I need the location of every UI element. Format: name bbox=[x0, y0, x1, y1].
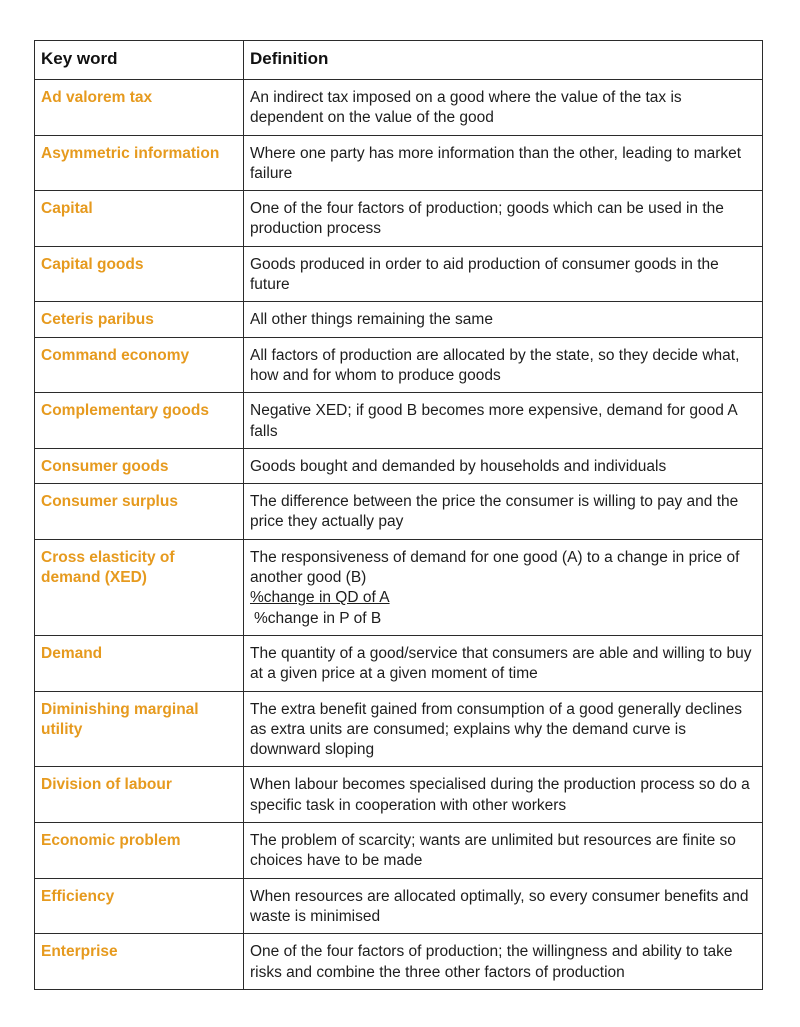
table-row bbox=[35, 80, 763, 136]
key-word-cell: Division of labour bbox=[35, 767, 244, 823]
table-row bbox=[35, 337, 763, 393]
glossary-table bbox=[34, 40, 763, 990]
formula-denominator: %change in P of B bbox=[254, 609, 382, 627]
formula-numerator: %change in QD of A bbox=[250, 589, 390, 607]
table-row bbox=[35, 246, 763, 302]
key-word-cell: Asymmetric information bbox=[35, 135, 244, 191]
definition-cell: The problem of scarcity; wants are unlimited but resources are finite so choices have to be made bbox=[244, 823, 763, 879]
definition-cell: Where one party has more information than the other, leading to market failure bbox=[244, 135, 763, 191]
key-word-cell: Complementary goods bbox=[35, 393, 244, 449]
table-row bbox=[35, 635, 763, 691]
key-word-cell: Economic problem bbox=[35, 823, 244, 879]
definition-cell: When resources are allocated optimally, so every consumer benefits and waste is minimised bbox=[244, 878, 763, 934]
definition-cell: All factors of production are allocated by the state, so they decide what, how and for whom to produce goods bbox=[244, 337, 763, 393]
key-word-cell: Enterprise bbox=[35, 934, 244, 990]
key-word-cell: Command economy bbox=[35, 337, 244, 393]
key-word-cell: Efficiency bbox=[35, 878, 244, 934]
definition-cell: All other things remaining the same bbox=[244, 302, 763, 337]
definition-header: Definition bbox=[244, 41, 763, 80]
definition-cell: An indirect tax imposed on a good where the value of the tax is dependent on the value of the good bbox=[244, 80, 763, 136]
key-word-cell: Ceteris paribus bbox=[35, 302, 244, 337]
header-row bbox=[35, 41, 763, 80]
table-row bbox=[35, 393, 763, 449]
key-word-cell: Capital bbox=[35, 191, 244, 247]
key-word-cell: Diminishing marginal utility bbox=[35, 691, 244, 767]
key-word-cell: Consumer surplus bbox=[35, 484, 244, 540]
definition-cell: One of the four factors of production; goods which can be used in the production process bbox=[244, 191, 763, 247]
table-row bbox=[35, 448, 763, 483]
key-word-cell: Cross elasticity of demand (XED) bbox=[35, 539, 244, 635]
definition-cell: When labour becomes specialised during the production process so do a specific task in cooperation with other workers bbox=[244, 767, 763, 823]
definition-text: The responsiveness of demand for one good (A) to a change in price of another good (B) bbox=[250, 548, 740, 587]
key-word-cell: Capital goods bbox=[35, 246, 244, 302]
table-row bbox=[35, 823, 763, 879]
table-row bbox=[35, 878, 763, 934]
definition-cell bbox=[244, 539, 763, 635]
definition-cell: Negative XED; if good B becomes more expensive, demand for good A falls bbox=[244, 393, 763, 449]
key-word-cell: Demand bbox=[35, 635, 244, 691]
key-word-header: Key word bbox=[35, 41, 244, 80]
table-row bbox=[35, 934, 763, 990]
table-row bbox=[35, 302, 763, 337]
definition-cell: One of the four factors of production; the willingness and ability to take risks and combine the three other factors of production bbox=[244, 934, 763, 990]
key-word-cell: Ad valorem tax bbox=[35, 80, 244, 136]
definition-cell: Goods bought and demanded by households and individuals bbox=[244, 448, 763, 483]
table-row bbox=[35, 539, 763, 635]
definition-cell: The extra benefit gained from consumption of a good generally declines as extra units are consumed; explains why the demand curve is downward sloping bbox=[244, 691, 763, 767]
table-row bbox=[35, 191, 763, 247]
definition-cell: The difference between the price the consumer is willing to pay and the price they actually pay bbox=[244, 484, 763, 540]
key-word-cell: Consumer goods bbox=[35, 448, 244, 483]
table-row bbox=[35, 691, 763, 767]
definition-cell: The quantity of a good/service that consumers are able and willing to buy at a given price at a given moment of time bbox=[244, 635, 763, 691]
definition-cell: Goods produced in order to aid production of consumer goods in the future bbox=[244, 246, 763, 302]
table-row bbox=[35, 484, 763, 540]
table-row bbox=[35, 135, 763, 191]
table-row bbox=[35, 767, 763, 823]
